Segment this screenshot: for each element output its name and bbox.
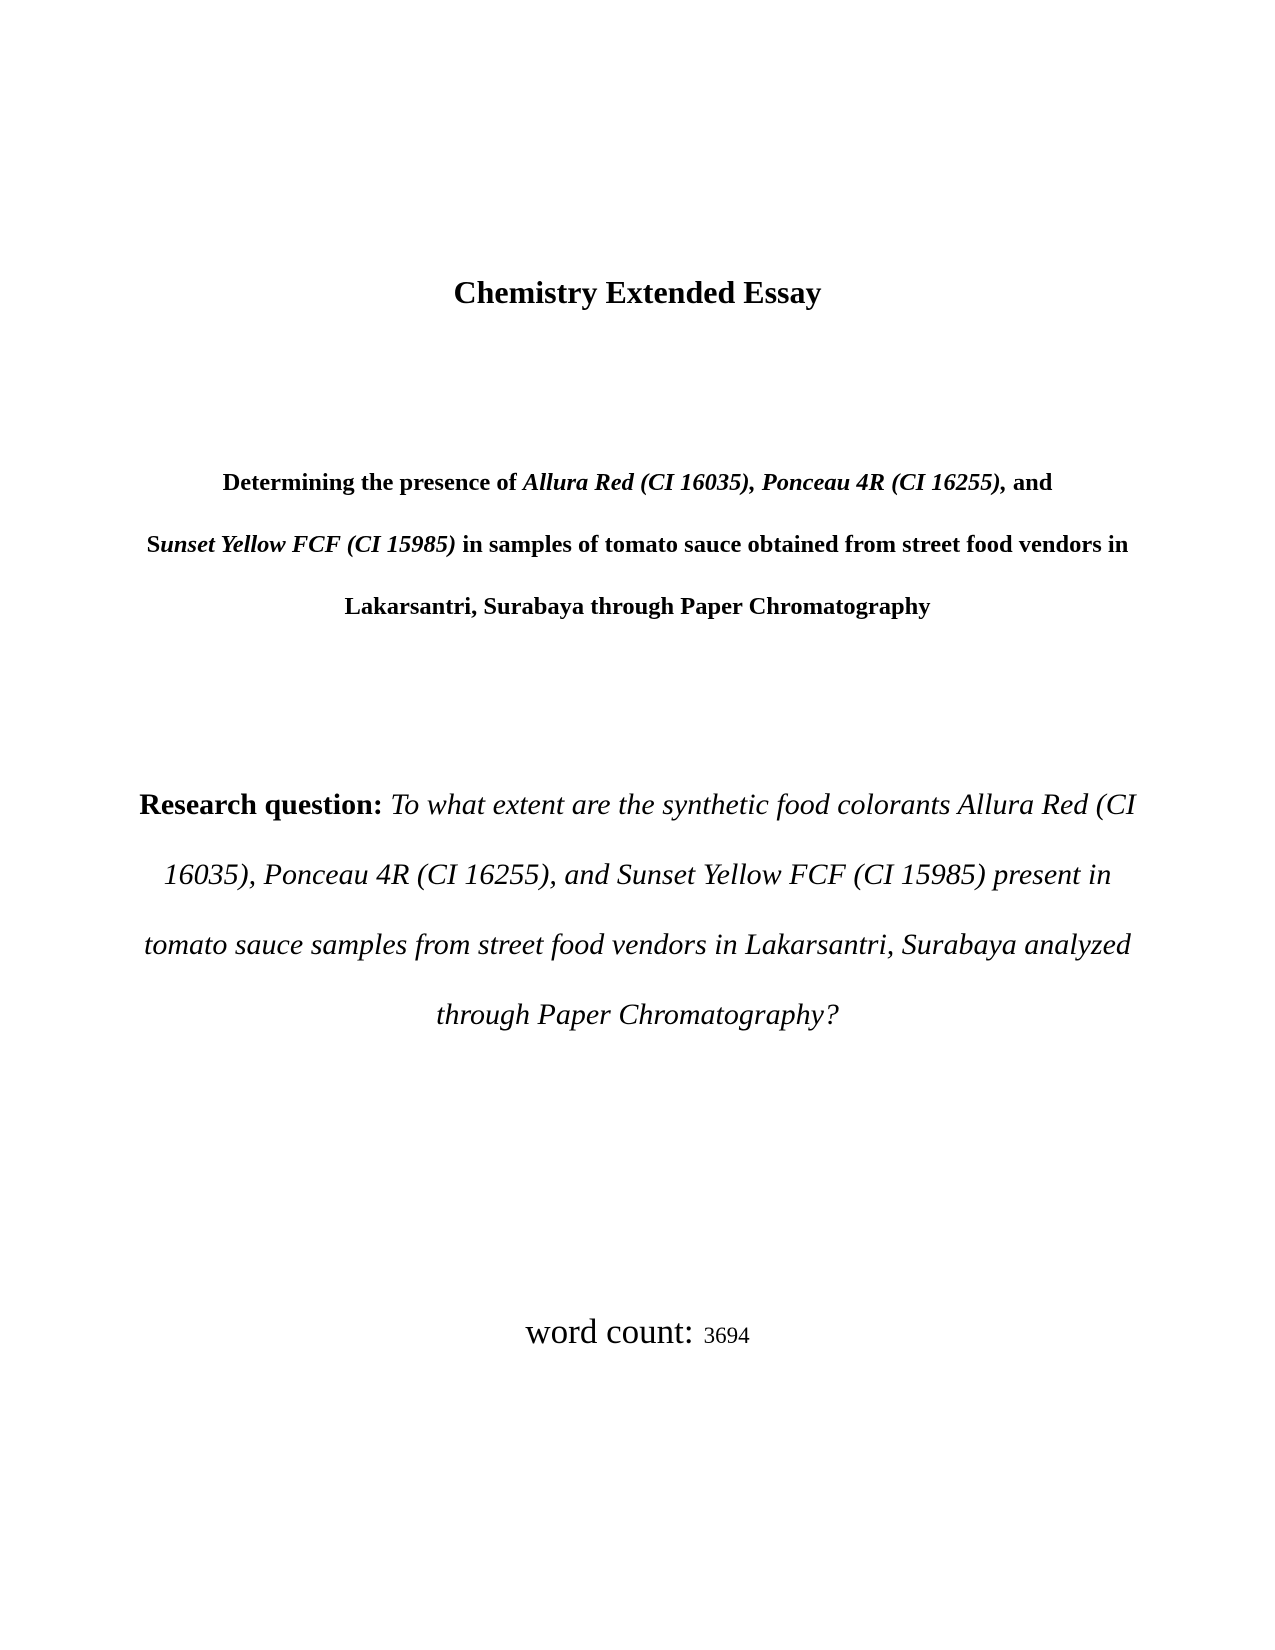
subtitle-allura-red: Allura Red (CI 16035), bbox=[522, 469, 756, 496]
subtitle-s: S bbox=[146, 531, 161, 558]
essay-subtitle bbox=[140, 452, 1135, 638]
subtitle-ponceau: Ponceau 4R (CI 16255), bbox=[761, 469, 1007, 496]
research-question bbox=[135, 770, 1140, 1050]
subtitle-lead: Determining the presence of bbox=[222, 469, 523, 496]
word-count-value: 3694 bbox=[703, 1323, 750, 1348]
subtitle-and: and bbox=[1006, 469, 1053, 496]
word-count-label: word count: bbox=[525, 1312, 694, 1351]
subtitle-sunset-yellow: unset Yellow FCF (CI 15985) bbox=[160, 531, 457, 558]
essay-title: Chemistry Extended Essay bbox=[453, 274, 822, 310]
word-count bbox=[0, 1310, 1275, 1358]
research-question-text: To what extent are the synthetic food colorants Allura Red (CI 16035), Ponceau 4R (CI 16255), and Sunset Yellow FCF (CI 15985) present in tomato sauce samples from street food vendors in Lakarsantri, Surabaya analyzed through Paper Chromatography? bbox=[144, 788, 1136, 1031]
subtitle-rest: in samples of tomato sauce obtained from street food vendors in Lakarsantri, Surabaya through Paper Chromatography bbox=[344, 531, 1129, 620]
research-question-label: Research question: bbox=[139, 788, 383, 821]
